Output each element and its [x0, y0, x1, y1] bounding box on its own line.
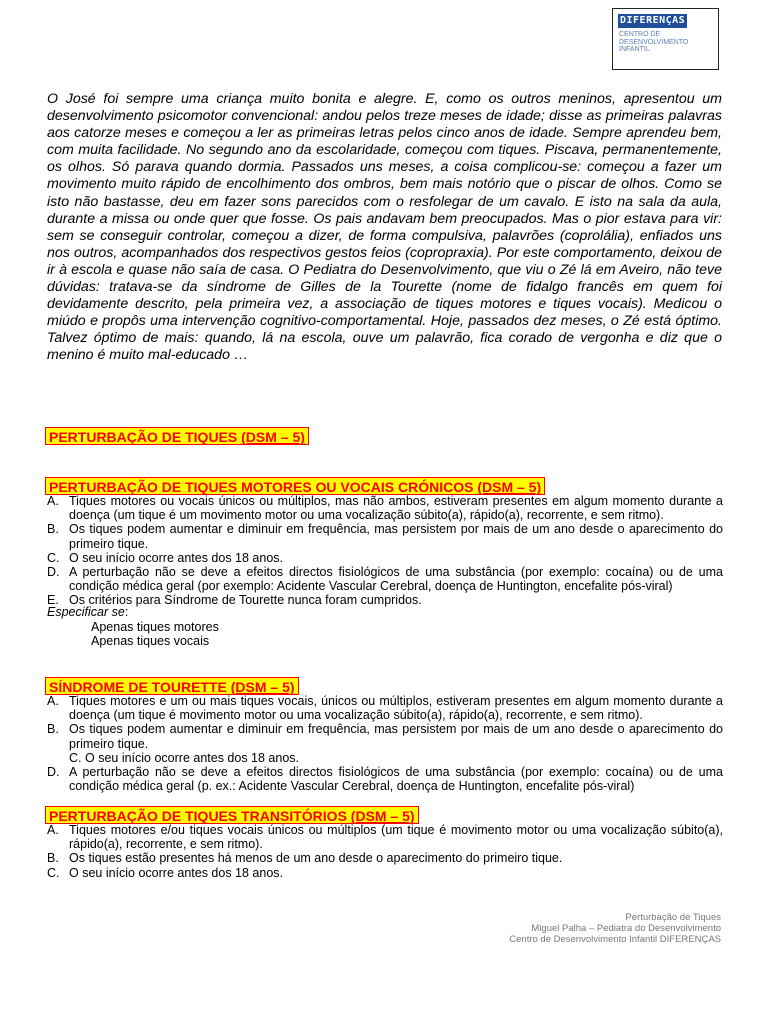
logo-subtitle-line: DESENVOLVIMENTO — [619, 38, 689, 46]
criterion-text: Os tiques estão presentes há menos de um ano desde o aparecimento do primeiro tique. — [69, 851, 563, 866]
criterion-text: Tiques motores ou vocais únicos ou múltiplos, mas não ambos, estiveram presentes em algum momento durante a doença (um tique é um movimento motor ou uma vocalização súbito(a), rápido(a), recorrente, e sem ritmo). — [69, 494, 723, 523]
criterion-letter: C. — [69, 750, 82, 765]
criterion-letter: A. — [47, 694, 59, 708]
logo-subtitle-line: INFANTIL — [619, 46, 650, 53]
specify-label — [47, 605, 128, 619]
heading-tourette — [45, 677, 299, 695]
criterion-text: O seu início ocorre antes dos 18 anos. — [85, 750, 300, 765]
criterion-text: A perturbação não se deve a efeitos directos fisiológicos de uma substância (por exemplo: cocaína) ou de uma condição médica geral (p. ex.: Acidente Vascular Cerebral, doença de Huntington, encefalite pós-viral) — [69, 765, 723, 794]
criterion-letter: B. — [47, 722, 59, 737]
heading-title: PERTURBAÇÃO DE TIQUES MOTORES OU VOCAIS CRÓNICOS — [49, 479, 478, 495]
criterion-letter: A. — [47, 494, 59, 508]
criterion-text: O seu início ocorre antes dos 18 anos. — [69, 865, 284, 880]
heading-dsm: (DSM – 5) — [230, 679, 295, 695]
heading-tic-disorder — [45, 427, 309, 445]
criterion-item — [47, 765, 723, 793]
heading-transient-tics — [45, 806, 419, 824]
logo — [612, 8, 719, 70]
criteria-list-transient — [47, 823, 723, 880]
specify-colon: : — [124, 605, 129, 619]
logo-title: DIFERENÇAS — [620, 15, 686, 26]
footer-line: Perturbação de Tiques — [625, 912, 721, 923]
criterion-letter: A. — [47, 823, 59, 837]
criterion-letter: B. — [47, 851, 59, 866]
criterion-text: Os tiques podem aumentar e diminuir em frequência, mas persistem por mais de um ano desde o aparecimento do primeiro tique. — [69, 722, 723, 751]
criterion-text: A perturbação não se deve a efeitos directos fisiológicos de uma substância (por exemplo: cocaína) ou de uma condição médica geral (por exemplo: Acidente Vascular Cerebral, doença de Huntington, encefalite pós-viral) — [69, 565, 723, 594]
criterion-letter: E. — [47, 593, 59, 608]
page-footer — [509, 912, 721, 945]
criterion-letter: B. — [47, 522, 59, 537]
heading-title: PERTURBAÇÃO DE TIQUES — [49, 429, 242, 445]
criterion-item — [47, 722, 723, 750]
criterion-item — [47, 851, 723, 865]
criterion-item — [47, 551, 723, 565]
criterion-text: Os critérios para Síndrome de Tourette nunca foram cumpridos. — [69, 593, 422, 608]
criterion-text: O seu início ocorre antes dos 18 anos. — [69, 550, 284, 565]
criterion-letter: C. — [47, 865, 60, 880]
heading-title: SÍNDROME DE TOURETTE — [49, 679, 231, 695]
footer-line: Centro de Desenvolvimento Infantil DIFERENÇAS — [509, 934, 721, 945]
criterion-item — [47, 751, 723, 765]
logo-subtitle — [619, 31, 715, 54]
criterion-text: Tiques motores e um ou mais tiques vocais, únicos ou múltiplos, estiveram presentes em algum momento durante a doença (um tique é movimento motor ou uma vocalização súbito(a), rápido(a), recorrente, e sem ritmo). — [69, 694, 723, 723]
heading-dsm: (DSM – 5) — [241, 429, 305, 445]
logo-subtitle-line: CENTRO DE — [619, 31, 661, 38]
criterion-item — [47, 494, 723, 522]
heading-title: PERTURBAÇÃO DE TIQUES TRANSITÓRIOS — [49, 808, 351, 824]
criterion-letter: D. — [47, 765, 60, 780]
criterion-item — [47, 522, 723, 550]
intro-paragraph: O José foi sempre uma criança muito bonita e alegre. E, como os outros meninos, apresentou um desenvolvimento psicomotor convencional: andou pelos treze meses de idade; disse as primeiras palavras aos catorze meses e começou a ler as primeiras letras pelos cinco anos de idade. Sempre aprendeu bem, com muita facilidade. No segundo ano da escolaridade, começou com tiques. Piscava, permanentemente, os olhos. Só parava quando dormia. Passados uns meses, a coisa complicou-se: começou a fazer um movimento muito rápido de encolhimento dos ombros, bem mais notório que o piscar de olhos. Como se isto não bastasse, deu em fazer sons parecidos com o resfolegar de um cavalo. E isto na sala da aula, durante a missa ou onde quer que fosse. Os pais andavam bem preocupados. Mas o pior estava para vir: sem se conseguir controlar, começou a dizer, de forma compulsiva, palavrões (coprolália), enfiados uns nos outros, acompanhados dos respectivos gestos feios (copropraxia). Por este comportamento, deixou de ir à escola e quase não saía de casa. O Pediatra do Desenvolvimento, que viu o Zé lá em Aveiro, não teve dúvidas: tratava-se da síndrome de Gilles de la Tourette (nome de fidalgo francês em quem foi devidamente descrito, pela primeira vez, a associação de tiques motores e tiques vocais). Medicou o miúdo e propôs uma intervenção cognitivo-comportamental. Hoje, passados dez meses, o Zé está óptimo. Talvez óptimo de mais: quando, lá na escola, ouve um palavrão, fica corado de vergonha e diz que o menino é muito mal-educado … — [47, 91, 722, 364]
criterion-letter: C. — [47, 550, 60, 565]
specify-option: Apenas tiques vocais — [91, 634, 210, 648]
criterion-item — [47, 694, 723, 722]
specify-option: Apenas tiques motores — [91, 620, 219, 634]
heading-chronic-tics — [45, 477, 545, 495]
criterion-letter: D. — [47, 565, 60, 580]
criterion-item — [47, 823, 723, 851]
criterion-text: Os tiques podem aumentar e diminuir em frequência, mas persistem por mais de um ano desde o aparecimento do primeiro tique. — [69, 522, 723, 551]
specify-label-text: Especificar se — [47, 605, 125, 619]
criteria-list-tourette — [47, 694, 723, 793]
criterion-item — [47, 565, 723, 593]
criterion-item — [47, 593, 723, 607]
criteria-list-chronic — [47, 494, 723, 608]
criterion-text: Tiques motores e/ou tiques vocais únicos ou múltiplos (um tique é movimento motor ou uma vocalização súbito(a), rápido(a), recorrente, e sem ritmo). — [69, 823, 723, 852]
criterion-item — [47, 866, 723, 880]
heading-dsm: (DSM – 5) — [477, 479, 542, 495]
heading-dsm: (DSM – 5) — [350, 808, 415, 824]
footer-line: Miguel Palha – Pediatra do Desenvolvimento — [531, 923, 721, 934]
